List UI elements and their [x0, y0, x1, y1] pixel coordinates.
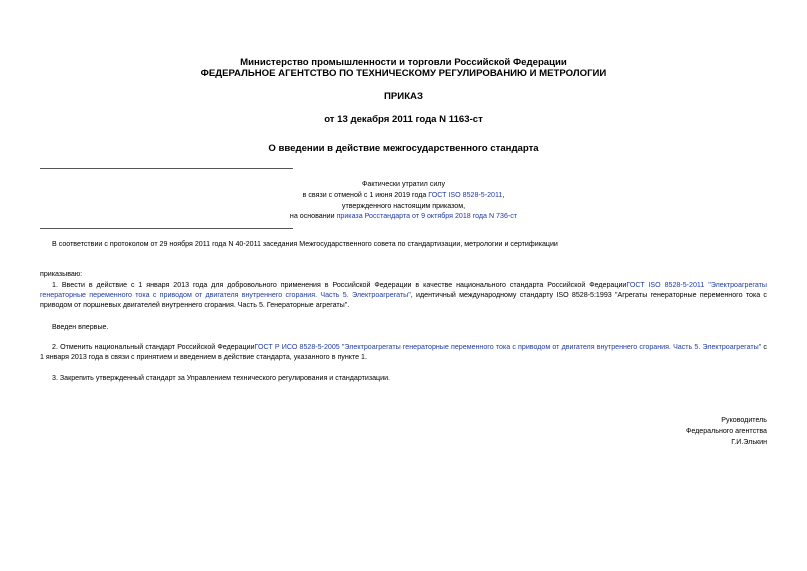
signature-position-1: Руководитель [721, 416, 767, 424]
item-2-prefix: 2. Отменить национальный стандарт Российской Федерации [52, 343, 255, 351]
status-note-line2-prefix: в связи с отменой с 1 июня 2019 года [302, 191, 429, 199]
item-1-suffix: , идентичный международному стандарту ISO 8528-5:1993 "Агрегаты генераторные переменного тока с приводом от поршневых двигателей внутреннего сгорания. Часть 5. Генераторные агрегаты". [40, 291, 767, 309]
gost-r-iso-8528-5-2005-link[interactable]: ГОСТ Р ИСО 8528-5-2005 "Электроагрегаты генераторные переменного тока с приводом от двигателя внутреннего сгорания. Часть 5. Электроагрегаты" [254, 343, 762, 351]
order-subject: О введении в действие межгосударственного стандарта [268, 143, 539, 154]
divider-bottom [40, 228, 293, 229]
agency-title: ФЕДЕРАЛЬНОЕ АГЕНТСТВО ПО ТЕХНИЧЕСКОМУ РЕГУЛИРОВАНИЮ И МЕТРОЛОГИИ [200, 68, 607, 79]
first-introduced-note: Введен впервые. [52, 323, 109, 331]
status-note-line1: Фактически утратил силу [361, 180, 445, 188]
order-word: приказываю: [40, 270, 83, 278]
ministry-title: Министерство промышленности и торговли Российской Федерации [240, 57, 567, 68]
rosstandart-order-link[interactable]: приказа Росстандарта от 9 октября 2018 года N 736-ст [336, 212, 518, 220]
item-1-prefix: 1. Ввести в действие с 1 января 2013 года для добровольного применения в Российской Федерации в качестве национального стандарта Российской Федерации [52, 281, 627, 289]
status-note-line3: утвержденного настоящим приказом, [341, 202, 466, 210]
status-note-line4-prefix: на основании [289, 212, 337, 220]
status-note-line2 [0, 190, 807, 200]
signature-name: Г.И.Элькин [731, 438, 767, 446]
status-note-line4 [0, 211, 807, 221]
intro-paragraph: В соответствии с протоколом от 29 ноября 2011 года N 40-2011 заседания Межгосударственного совета по стандартизации, метрологии и сертификации [52, 240, 558, 248]
order-date-number: от 13 декабря 2011 года N 1163-ст [324, 114, 483, 125]
item-1-paragraph [40, 280, 767, 310]
status-note-line2-suffix: , [502, 191, 505, 199]
item-2-paragraph [40, 342, 767, 362]
divider-top [40, 168, 293, 169]
gost-iso-8528-5-2011-link[interactable]: ГОСТ ISO 8528-5-2011 [428, 191, 503, 199]
item-2-suffix: с 1 января 2013 года в связи с принятием и введением в действие стандарта, указанного в пункте 1. [40, 343, 767, 361]
item-3-paragraph: 3. Закрепить утвержденный стандарт за Управлением технического регулирования и стандартизации. [52, 374, 391, 382]
gost-iso-8528-5-2011-title-link[interactable]: ГОСТ ISO 8528-5-2011 "Электроагрегаты генераторные переменного тока с приводом от двигателя внутреннего сгорания. Часть 5. Электроагрегаты" [40, 281, 767, 299]
signature-position-2: Федерального агентства [685, 427, 767, 435]
document-type: ПРИКАЗ [384, 91, 423, 102]
